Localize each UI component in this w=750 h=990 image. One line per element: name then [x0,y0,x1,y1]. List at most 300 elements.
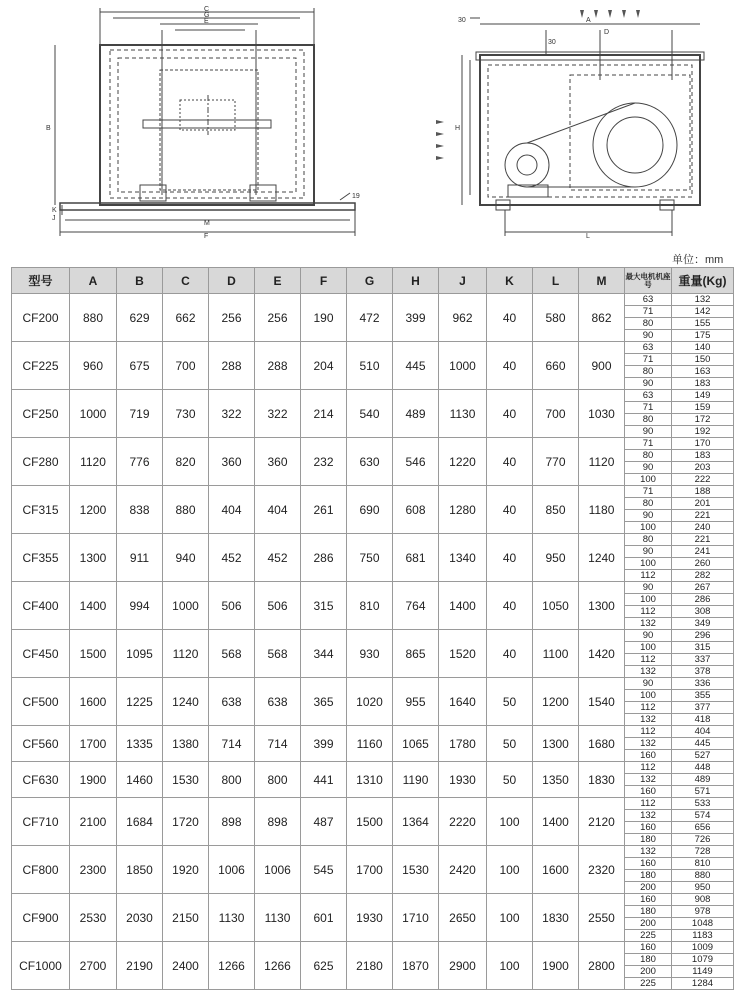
dimension-cell: 1240 [163,678,209,726]
dimension-cell: 204 [301,342,347,390]
dimension-cell: 2180 [347,942,393,990]
model-cell: CF225 [12,342,70,390]
dimension-cell: 540 [347,390,393,438]
motor-frame-cell: 100 [625,690,672,702]
header-g: G [347,268,393,294]
dimension-cell: 546 [393,438,439,486]
motor-frame-cell: 132 [625,618,672,630]
motor-frame-cell: 160 [625,786,672,798]
dim-label-e: E [204,18,209,25]
dimension-cell: 1930 [347,894,393,942]
model-cell: CF710 [12,798,70,846]
dimension-cell: 322 [255,390,301,438]
dimension-cell: 2030 [117,894,163,942]
technical-drawings [0,0,750,245]
dimension-cell: 700 [533,390,579,438]
model-cell: CF630 [12,762,70,798]
weight-cell: 267 [672,582,734,594]
weight-cell: 1009 [672,942,734,954]
spec-table [11,267,734,990]
dimension-cell: 1680 [579,726,625,762]
dimension-cell: 1300 [70,534,117,582]
dimension-cell: 399 [301,726,347,762]
dimension-cell: 1400 [533,798,579,846]
dimension-cell: 638 [209,678,255,726]
dimension-cell: 1130 [439,390,487,438]
dimension-cell: 40 [487,294,533,342]
weight-cell: 286 [672,594,734,606]
header-weight: 重量(Kg) [672,268,734,294]
dimension-cell: 730 [163,390,209,438]
motor-frame-cell: 132 [625,846,672,858]
dimension-cell: 100 [487,942,533,990]
motor-frame-cell: 100 [625,522,672,534]
dimension-cell: 489 [393,390,439,438]
motor-frame-cell: 132 [625,774,672,786]
motor-frame-cell: 71 [625,354,672,366]
dimension-cell: 714 [209,726,255,762]
dimension-cell: 880 [70,294,117,342]
dimension-cell: 50 [487,726,533,762]
dimension-cell: 862 [579,294,625,342]
dimension-cell: 1640 [439,678,487,726]
weight-cell: 445 [672,738,734,750]
motor-frame-cell: 80 [625,450,672,462]
motor-frame-cell: 90 [625,678,672,690]
model-cell: CF560 [12,726,70,762]
table-row [12,762,734,774]
motor-frame-cell: 112 [625,570,672,582]
motor-frame-cell: 112 [625,606,672,618]
dimension-cell: 1710 [393,894,439,942]
dimension-cell: 955 [393,678,439,726]
dimension-cell: 1720 [163,798,209,846]
dimension-cell: 1100 [533,630,579,678]
dimension-cell: 360 [255,438,301,486]
dimension-cell: 1000 [70,390,117,438]
dimension-cell: 40 [487,390,533,438]
motor-frame-cell: 200 [625,918,672,930]
motor-frame-cell: 112 [625,798,672,810]
weight-cell: 404 [672,726,734,738]
dimension-cell: 1780 [439,726,487,762]
dimension-cell: 630 [347,438,393,486]
weight-cell: 308 [672,606,734,618]
dimension-cell: 1280 [439,486,487,534]
dimension-cell: 2650 [439,894,487,942]
dim-label-f: F [204,233,209,240]
dimension-cell: 950 [533,534,579,582]
header-a: A [70,268,117,294]
dimension-cell: 1300 [533,726,579,762]
weight-cell: 221 [672,510,734,522]
motor-frame-cell: 71 [625,402,672,414]
dimension-cell: 820 [163,438,209,486]
dimension-cell: 800 [255,762,301,798]
motor-frame-cell: 80 [625,498,672,510]
dimension-cell: 1006 [209,846,255,894]
motor-frame-cell: 200 [625,966,672,978]
dimension-cell: 838 [117,486,163,534]
motor-frame-cell: 112 [625,654,672,666]
dimension-cell: 930 [347,630,393,678]
motor-frame-cell: 160 [625,942,672,954]
table-row [12,582,734,594]
dimension-cell: 452 [255,534,301,582]
dimension-cell: 1020 [347,678,393,726]
dimension-cell: 288 [209,342,255,390]
dimension-cell: 1130 [209,894,255,942]
motor-frame-cell: 90 [625,546,672,558]
weight-cell: 378 [672,666,734,678]
model-cell: CF250 [12,390,70,438]
weight-cell: 1149 [672,966,734,978]
dimension-cell: 625 [301,942,347,990]
motor-frame-cell: 63 [625,390,672,402]
weight-cell: 241 [672,546,734,558]
dimension-cell: 256 [209,294,255,342]
weight-cell: 377 [672,702,734,714]
dimension-cell: 1300 [579,582,625,630]
weight-cell: 1183 [672,930,734,942]
dimension-cell: 940 [163,534,209,582]
dimension-cell: 2120 [579,798,625,846]
front-view [55,8,355,236]
weight-cell: 336 [672,678,734,690]
dimension-cell: 50 [487,678,533,726]
motor-frame-cell: 180 [625,870,672,882]
dimension-cell: 850 [533,486,579,534]
motor-frame-cell: 112 [625,726,672,738]
dimension-cell: 2420 [439,846,487,894]
weight-cell: 527 [672,750,734,762]
dimension-cell: 1000 [163,582,209,630]
weight-cell: 296 [672,630,734,642]
weight-cell: 132 [672,294,734,306]
dimension-cell: 322 [209,390,255,438]
dimension-cell: 1684 [117,798,163,846]
dimension-cell: 1600 [70,678,117,726]
motor-frame-cell: 80 [625,318,672,330]
dimension-cell: 1500 [347,798,393,846]
dimension-cell: 256 [255,294,301,342]
dimension-cell: 1095 [117,630,163,678]
table-row [12,846,734,858]
dimension-cell: 100 [487,894,533,942]
motor-frame-cell: 100 [625,558,672,570]
table-row [12,486,734,498]
dimension-cell: 1870 [393,942,439,990]
dimension-cell: 545 [301,846,347,894]
weight-cell: 978 [672,906,734,918]
weight-cell: 1284 [672,978,734,990]
side-view [462,18,704,236]
dimension-cell: 1130 [255,894,301,942]
dim-label-g: G [204,12,210,19]
table-row [12,894,734,906]
dimension-cell: 40 [487,486,533,534]
dimension-cell: 360 [209,438,255,486]
dimension-cell: 1700 [347,846,393,894]
dimension-cell: 714 [255,726,301,762]
header-model: 型号 [12,268,70,294]
weight-cell: 418 [672,714,734,726]
dimension-cell: 1030 [579,390,625,438]
dimension-cell: 1000 [439,342,487,390]
motor-frame-cell: 132 [625,738,672,750]
weight-cell: 1048 [672,918,734,930]
dimension-cell: 506 [255,582,301,630]
motor-frame-cell: 112 [625,702,672,714]
weight-cell: 489 [672,774,734,786]
motor-frame-cell: 100 [625,594,672,606]
weight-cell: 201 [672,498,734,510]
weight-cell: 908 [672,894,734,906]
dimension-cell: 568 [255,630,301,678]
motor-frame-cell: 112 [625,762,672,774]
weight-cell: 149 [672,390,734,402]
dimension-cell: 660 [533,342,579,390]
dimension-cell: 1400 [70,582,117,630]
dim-label-c: C [204,6,210,13]
header-h: H [393,268,439,294]
table-row [12,342,734,354]
weight-cell: 656 [672,822,734,834]
dimension-cell: 690 [347,486,393,534]
dimension-cell: 960 [70,342,117,390]
dimension-cell: 404 [209,486,255,534]
dimension-cell: 399 [393,294,439,342]
dimension-cell: 681 [393,534,439,582]
motor-frame-cell: 90 [625,330,672,342]
dimension-cell: 1225 [117,678,163,726]
dimension-cell: 100 [487,846,533,894]
header-k: K [487,268,533,294]
weight-cell: 140 [672,342,734,354]
dimension-cell: 1350 [533,762,579,798]
dimension-cell: 1830 [533,894,579,942]
dimension-cell: 608 [393,486,439,534]
dimension-cell: 365 [301,678,347,726]
dimension-cell: 675 [117,342,163,390]
dimension-cell: 1190 [393,762,439,798]
dimension-cell: 994 [117,582,163,630]
dimension-cell: 1900 [533,942,579,990]
motor-frame-cell: 71 [625,486,672,498]
dim-label-h: H [455,125,461,132]
dimension-cell: 2400 [163,942,209,990]
dimension-cell: 506 [209,582,255,630]
dimension-cell: 452 [209,534,255,582]
table-row [12,438,734,450]
weight-cell: 172 [672,414,734,426]
dim-label-30-top: 30 [458,17,466,24]
dimension-cell: 2190 [117,942,163,990]
header-d: D [209,268,255,294]
header-motor-frame: 最大电机机座号 [625,268,672,294]
weight-cell: 880 [672,870,734,882]
dimension-cell: 40 [487,582,533,630]
motor-frame-cell: 200 [625,882,672,894]
motor-frame-cell: 71 [625,306,672,318]
dimension-cell: 865 [393,630,439,678]
dimension-cell: 261 [301,486,347,534]
dimension-cell: 1850 [117,846,163,894]
weight-cell: 726 [672,834,734,846]
dimension-cell: 487 [301,798,347,846]
weight-cell: 175 [672,330,734,342]
motor-frame-cell: 180 [625,834,672,846]
dimension-cell: 719 [117,390,163,438]
weight-cell: 448 [672,762,734,774]
motor-frame-cell: 80 [625,534,672,546]
motor-frame-cell: 90 [625,510,672,522]
dimension-cell: 1310 [347,762,393,798]
dim-label-30-side: 30 [548,39,556,46]
dimension-cell: 1530 [163,762,209,798]
dimension-cell: 40 [487,342,533,390]
dimension-cell: 445 [393,342,439,390]
model-cell: CF400 [12,582,70,630]
dimension-cell: 1050 [533,582,579,630]
weight-cell: 222 [672,474,734,486]
dimension-cell: 764 [393,582,439,630]
dimension-cell: 288 [255,342,301,390]
dimension-cell: 1065 [393,726,439,762]
dimension-cell: 1335 [117,726,163,762]
dim-label-a: A [586,17,591,24]
dimension-cell: 510 [347,342,393,390]
motor-frame-cell: 90 [625,630,672,642]
dimension-cell: 190 [301,294,347,342]
dimension-cell: 1700 [70,726,117,762]
weight-cell: 355 [672,690,734,702]
dimension-cell: 2150 [163,894,209,942]
header-m: M [579,268,625,294]
dimension-cell: 662 [163,294,209,342]
dimension-cell: 1364 [393,798,439,846]
dimension-cell: 1900 [70,762,117,798]
dimension-cell: 214 [301,390,347,438]
dimension-cell: 1830 [579,762,625,798]
motor-frame-cell: 160 [625,750,672,762]
dimension-cell: 911 [117,534,163,582]
weight-cell: 221 [672,534,734,546]
dimension-cell: 1120 [163,630,209,678]
header-l: L [533,268,579,294]
motor-frame-cell: 132 [625,810,672,822]
dimension-cell: 1380 [163,726,209,762]
weight-cell: 349 [672,618,734,630]
weight-cell: 260 [672,558,734,570]
table-row [12,798,734,810]
dimension-cell: 2550 [579,894,625,942]
motor-frame-cell: 90 [625,378,672,390]
motor-frame-cell: 90 [625,426,672,438]
dimension-cell: 40 [487,630,533,678]
header-e: E [255,268,301,294]
table-row [12,678,734,690]
dimension-cell: 700 [163,342,209,390]
motor-frame-cell: 71 [625,438,672,450]
dimension-cell: 1266 [209,942,255,990]
weight-cell: 282 [672,570,734,582]
dimension-cell: 601 [301,894,347,942]
dim-label-b: B [46,125,51,132]
table-row [12,534,734,546]
header-f: F [301,268,347,294]
dimension-cell: 1006 [255,846,301,894]
header-j: J [439,268,487,294]
motor-frame-cell: 225 [625,930,672,942]
model-cell: CF200 [12,294,70,342]
weight-cell: 574 [672,810,734,822]
dimension-cell: 2100 [70,798,117,846]
dimension-cell: 232 [301,438,347,486]
dimension-cell: 962 [439,294,487,342]
dimension-cell: 770 [533,438,579,486]
dimension-cell: 2300 [70,846,117,894]
dimension-cell: 315 [301,582,347,630]
motor-frame-cell: 90 [625,462,672,474]
header-b: B [117,268,163,294]
unit-label: 单位：mm [672,254,724,266]
table-row [12,390,734,402]
dimension-cell: 2800 [579,942,625,990]
weight-cell: 810 [672,858,734,870]
dimension-cell: 900 [579,342,625,390]
dimension-cell: 1240 [579,534,625,582]
dimension-cell: 2700 [70,942,117,990]
dimension-cell: 1180 [579,486,625,534]
dim-label-19: 19 [352,193,360,200]
table-row [12,294,734,306]
weight-cell: 337 [672,654,734,666]
dimension-cell: 40 [487,438,533,486]
dimension-cell: 441 [301,762,347,798]
motor-frame-cell: 160 [625,894,672,906]
dim-label-j: J [52,215,56,222]
table-row [12,726,734,738]
dimension-cell: 1530 [393,846,439,894]
weight-cell: 533 [672,798,734,810]
table-row [12,942,734,954]
dimension-cell: 40 [487,534,533,582]
motor-frame-cell: 160 [625,822,672,834]
dimension-cell: 404 [255,486,301,534]
weight-cell: 170 [672,438,734,450]
dim-label-d: D [604,29,610,36]
weight-cell: 192 [672,426,734,438]
dimension-cell: 1160 [347,726,393,762]
weight-cell: 1079 [672,954,734,966]
motor-frame-cell: 132 [625,666,672,678]
dimension-cell: 1220 [439,438,487,486]
motor-frame-cell: 100 [625,642,672,654]
weight-cell: 950 [672,882,734,894]
dimension-cell: 898 [209,798,255,846]
model-cell: CF900 [12,894,70,942]
model-cell: CF800 [12,846,70,894]
dimension-cell: 1266 [255,942,301,990]
dimension-cell: 776 [117,438,163,486]
dimension-cell: 1200 [533,678,579,726]
model-cell: CF500 [12,678,70,726]
dimension-cell: 1920 [163,846,209,894]
weight-cell: 183 [672,378,734,390]
dimension-cell: 286 [301,534,347,582]
model-cell: CF450 [12,630,70,678]
